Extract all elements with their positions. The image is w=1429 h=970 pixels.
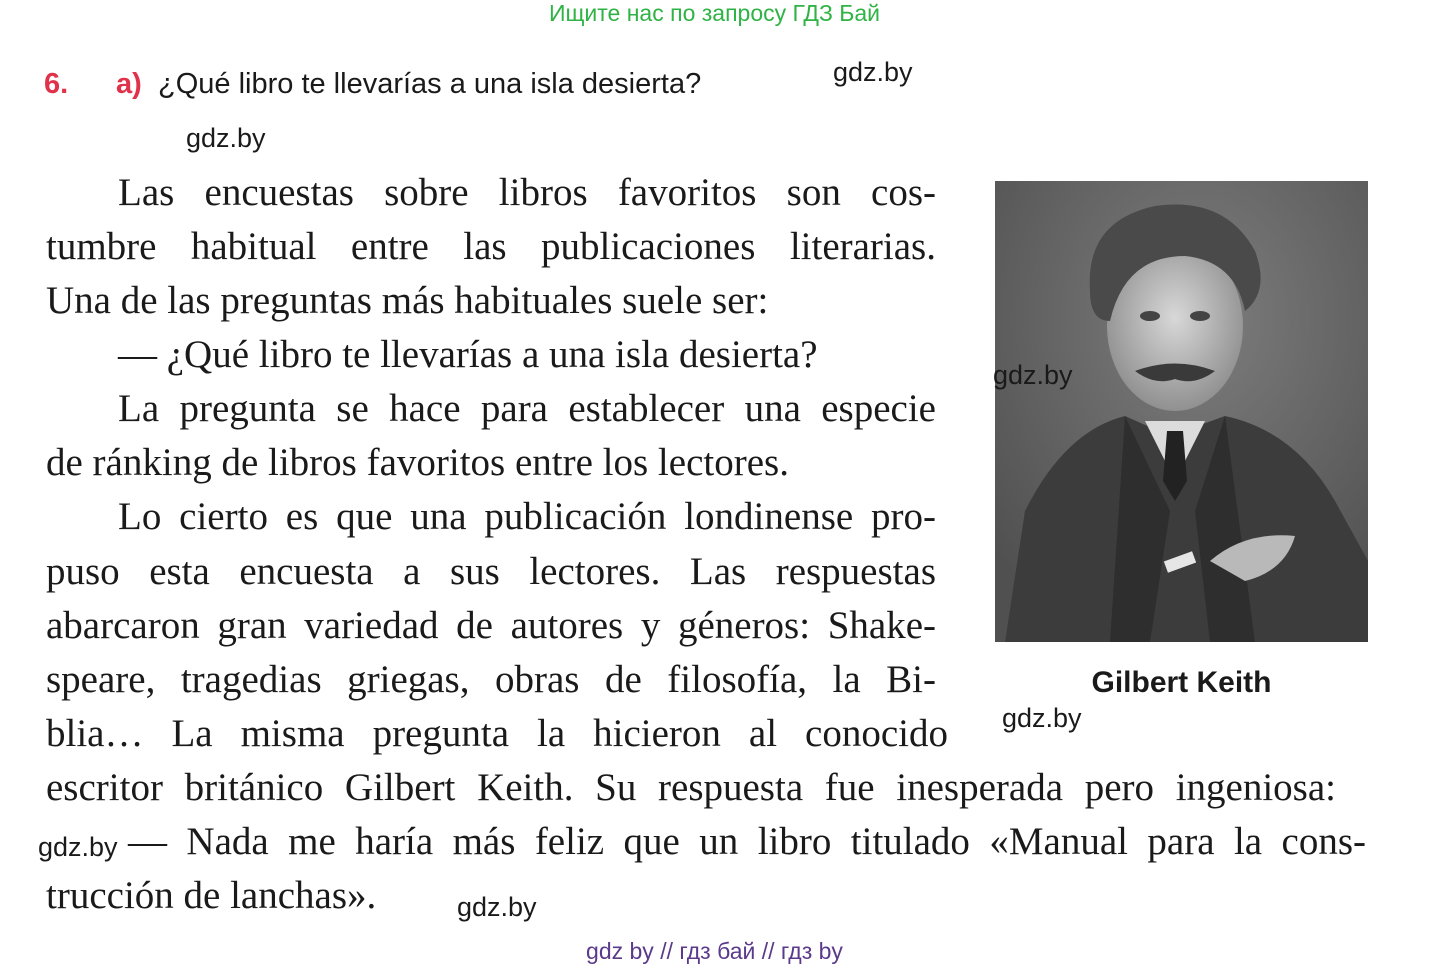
text-line: Las encuestas sobre libros favoritos son cos- xyxy=(118,171,936,214)
watermark: gdz.by xyxy=(38,832,118,862)
text-line: abarcaron gran variedad de autores y géneros: Shake- xyxy=(46,604,936,647)
portrait-photo xyxy=(995,181,1368,642)
text-line: trucción de lanchas». xyxy=(46,874,377,917)
watermark: gdz.by xyxy=(833,57,913,87)
text-line: La pregunta se hace para establecer una especie xyxy=(118,387,936,430)
text-line: escritor británico Gilbert Keith. Su respuesta fue inesperada pero ingeniosa: xyxy=(46,766,1336,809)
text-line: — ¿Qué libro te llevarías a una isla desierta? xyxy=(118,333,818,376)
bottom-banner: gdz by // гдз бай // гдз by xyxy=(586,938,843,964)
text-line: tumbre habitual entre las publicaciones literarias. xyxy=(46,225,936,268)
text-line: puso esta encuesta a sus lectores. Las respuestas xyxy=(46,550,936,593)
top-banner: Ищите нас по запросу ГДЗ Бай xyxy=(548,0,881,26)
watermark: gdz.by xyxy=(993,360,1073,390)
exercise-number: 6. xyxy=(44,68,69,100)
photo-caption: Gilbert Keith xyxy=(1091,666,1272,699)
text-line: de ránking de libros favoritos entre los lectores. xyxy=(46,441,789,484)
watermark: gdz.by xyxy=(457,892,537,922)
text-line: Una de las preguntas más habituales suele ser: xyxy=(46,279,769,322)
watermark: gdz.by xyxy=(186,123,266,153)
text-line: Lo cierto es que una publicación londinense pro- xyxy=(118,495,936,538)
exercise-question: ¿Qué libro te llevarías a una isla desierta? xyxy=(158,68,702,100)
text-line: blia… La misma pregunta la hicieron al conocido xyxy=(46,712,948,755)
text-line: speare, tragedias griegas, obras de filosofía, la Bi- xyxy=(46,658,936,701)
exercise-letter: a) xyxy=(116,68,142,100)
text-line: — Nada me haría más feliz que un libro titulado «Manual para la cons- xyxy=(128,820,1366,863)
watermark: gdz.by xyxy=(1002,703,1082,733)
